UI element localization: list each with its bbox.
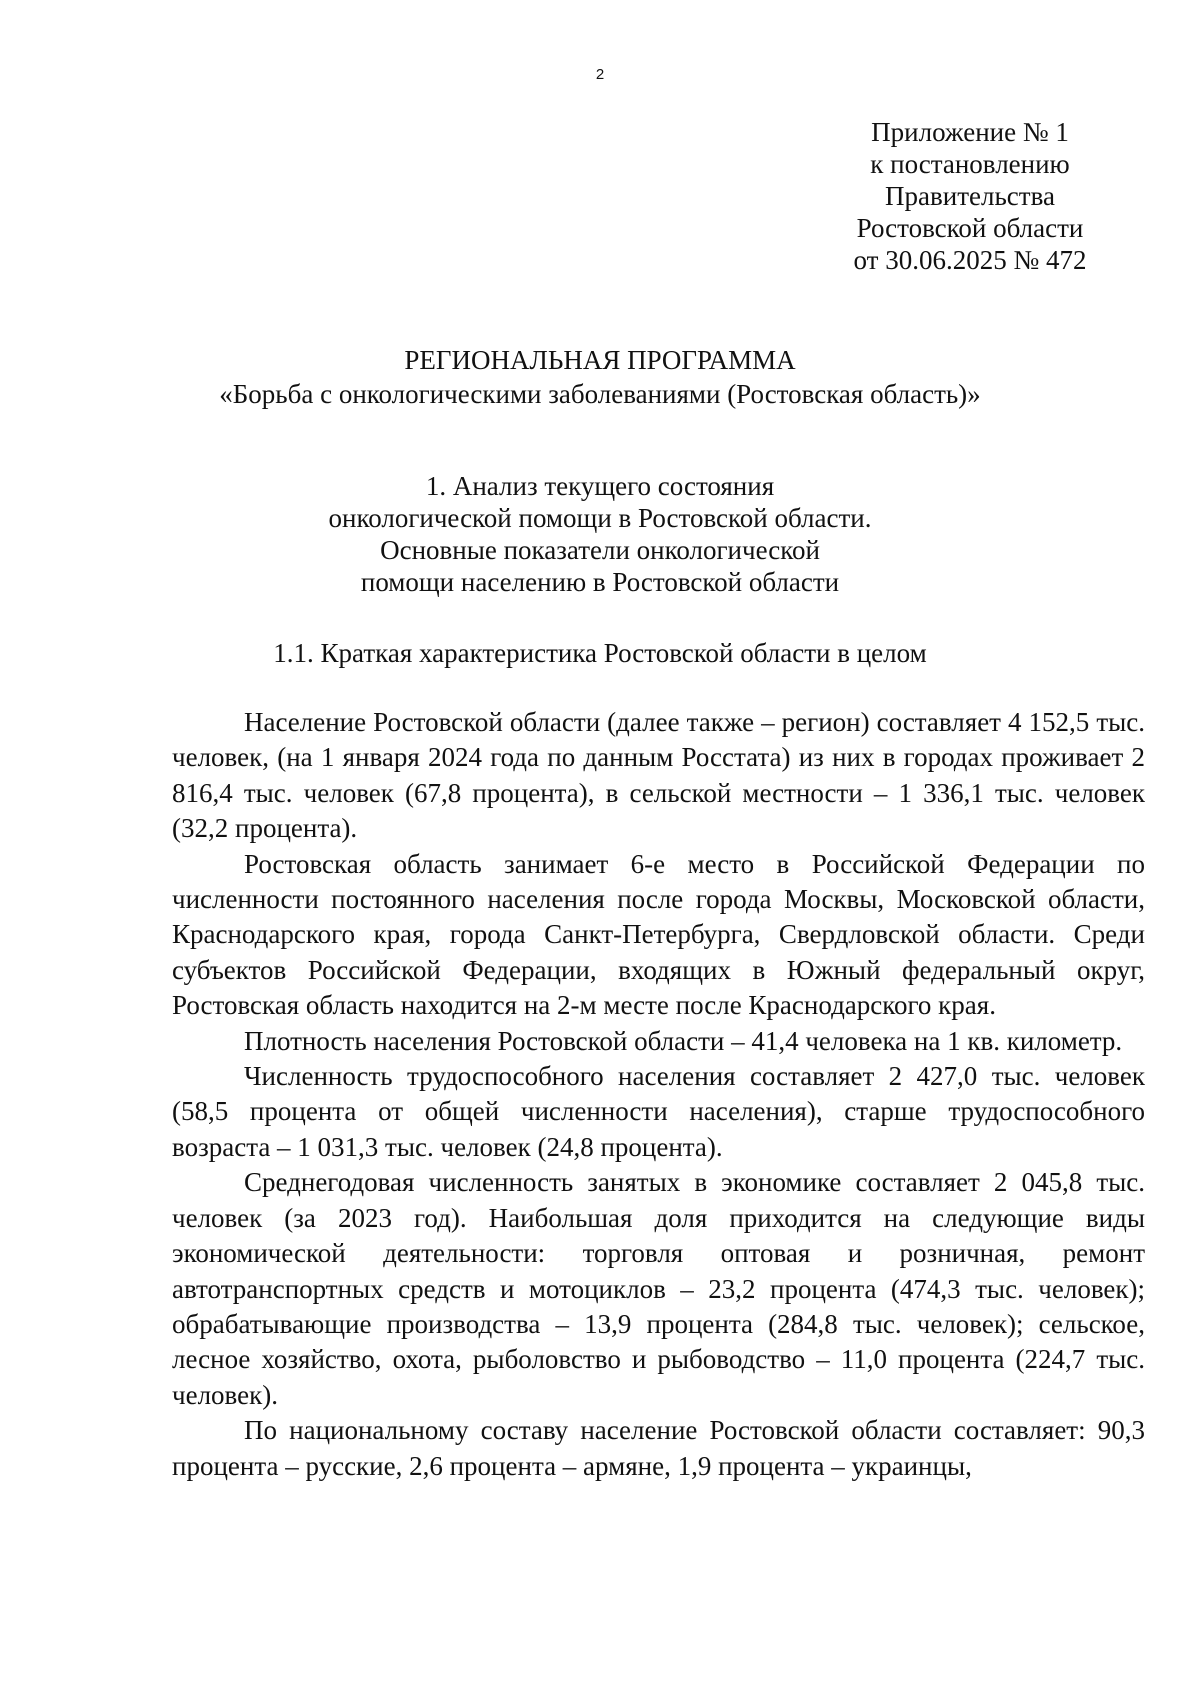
paragraph-ethnic-composition: По национальному составу население Ростовской области составляет: 90,3 процента – русские, 2,6 процента – армяне, 1,9 процента – украинцы, (172, 1415, 1145, 1481)
appendix-line: к постановлению (870, 149, 1070, 179)
body-text (172, 705, 1145, 1484)
program-title: РЕГИОНАЛЬНАЯ ПРОГРАММА (404, 345, 796, 375)
paragraph-workforce: Численность трудоспособного населения составляет 2 427,0 тыс. человек (58,5 процента от общей численности населения), старше трудоспособного возраста – 1 031,3 тыс. человек (24,8 процента). (172, 1061, 1145, 1162)
section-heading-line: помощи населению в Ростовской области (360, 567, 840, 597)
section-heading-line: 1. Анализ текущего состояния (425, 471, 775, 501)
paragraph-population: Население Ростовской области (далее также – регион) составляет 4 152,5 тыс. человек, (на 1 января 2024 года по данным Росстата) из них в городах проживает 2 816,4 тыс. человек (67,8 процента), в сельской местности – 1 336,1 тыс. человек (32,2 процента). (172, 707, 1145, 844)
appendix-line: от 30.06.2025 № 472 (853, 245, 1087, 275)
paragraph-density: Плотность населения Ростовской области – 41,4 человека на 1 кв. километр. (244, 1025, 1123, 1056)
section-heading-line: онкологической помощи в Ростовской области. (328, 503, 872, 533)
paragraph-rank: Ростовская область занимает 6-е место в Российской Федерации по численности постоянного населения после города Москвы, Московской области, Краснодарского края, города Санкт-Петербурга, Свердловской области. Среди субъектов Российской Федерации, входящих в Южный федеральный округ, Ростовская область находится на 2-м месте после Краснодарского края. (172, 848, 1145, 1021)
subsection-heading: 1.1. Краткая характеристика Ростовской области в целом (273, 638, 927, 668)
appendix-block (840, 116, 1100, 276)
section-heading-line: Основные показатели онкологической (380, 535, 820, 565)
program-title-block (160, 343, 1040, 411)
program-subtitle: «Борьба с онкологическими заболеваниями (Ростовская область)» (219, 379, 981, 409)
appendix-line: Приложение № 1 (871, 117, 1069, 147)
page-number: 2 (595, 66, 605, 83)
section-heading (160, 470, 1040, 598)
paragraph-employment: Среднегодовая численность занятых в экономике составляет 2 045,8 тыс. человек (за 2023 год). Наибольшая доля приходится на следующие виды экономической деятельности: торговля оптовая и розничная, ремонт автотранспортных средств и мотоциклов – 23,2 процента (474,3 тыс. человек); обрабатывающие производства – 13,9 процента (284,8 тыс. человек); сельское, лесное хозяйство, охота, рыболовство и рыбоводство – 11,0 процента (224,7 тыс. человек). (172, 1167, 1145, 1410)
appendix-line: Правительства (885, 181, 1055, 211)
appendix-line: Ростовской области (856, 213, 1084, 243)
